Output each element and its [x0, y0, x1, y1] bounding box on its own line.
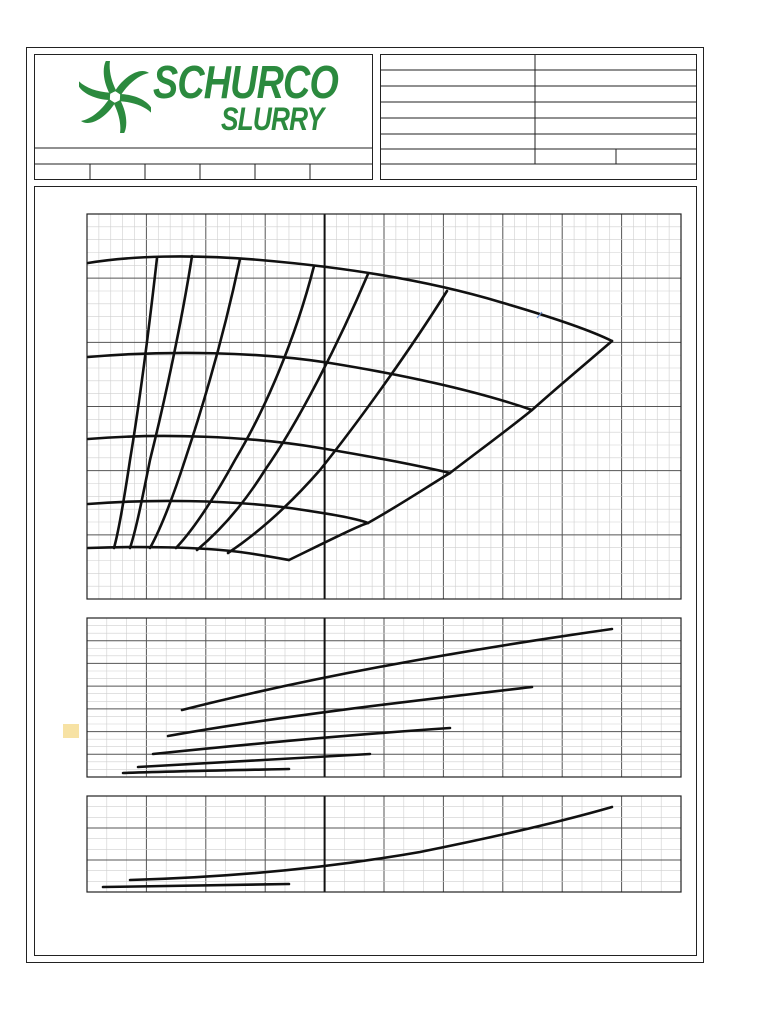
- brand-name-slurry: SLURRY: [221, 101, 324, 137]
- npsh-curve-2: [103, 884, 289, 887]
- logo-strip-cells: [34, 148, 373, 180]
- power-chart-grid: [87, 618, 681, 777]
- efficiency-line-6: [228, 291, 447, 553]
- head-curve-1: [88, 256, 612, 341]
- power-curve-4: [138, 754, 370, 767]
- info-table-rows: [380, 54, 697, 164]
- power-curve-2: [168, 687, 532, 736]
- head-curve-2: [88, 353, 532, 410]
- efficiency-line-1: [114, 258, 157, 548]
- head-curve-5: [88, 547, 289, 560]
- head-chart-grid: [87, 214, 681, 599]
- npsh-curve-1: [130, 807, 612, 880]
- brand-name-schurco: SCHURCO: [153, 56, 338, 108]
